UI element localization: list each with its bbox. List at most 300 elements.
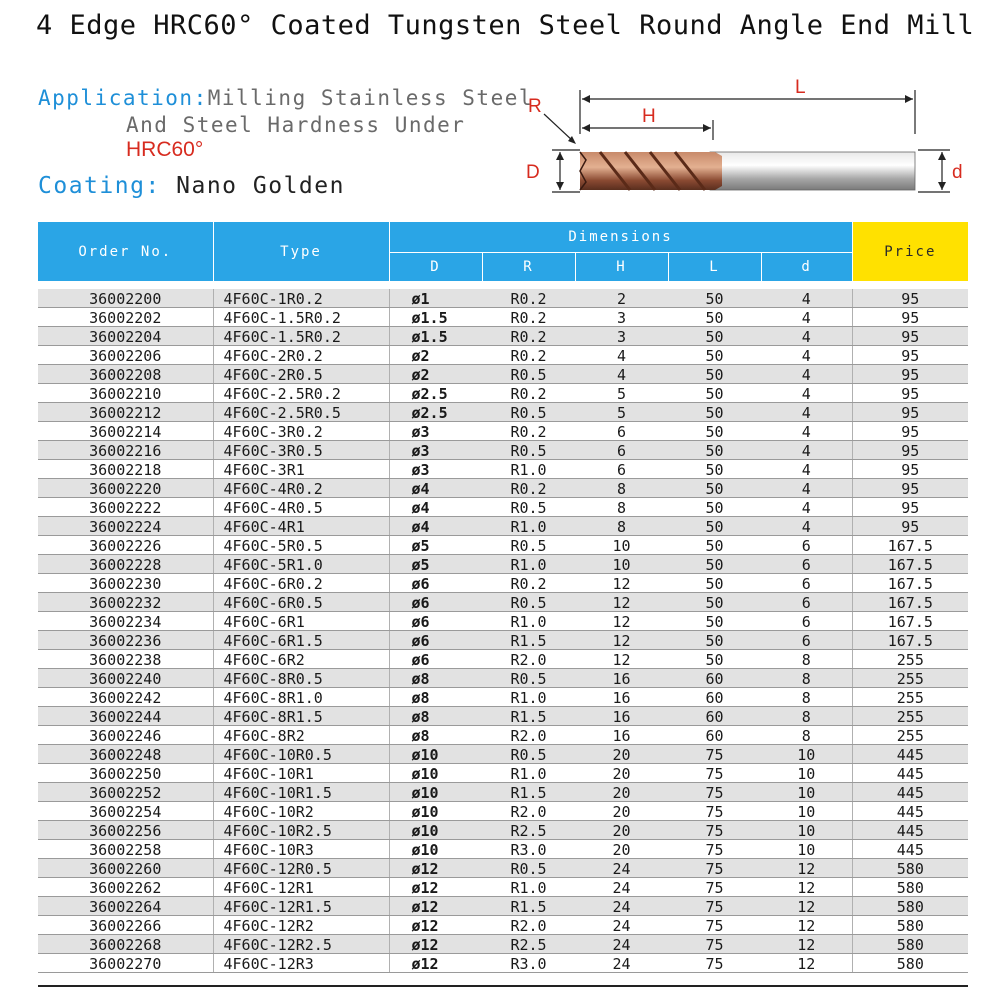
table-row (38, 441, 968, 460)
cell-r: R1.0 (482, 688, 575, 707)
cell-d: ø3 (389, 460, 482, 479)
cell-d: ø8 (389, 726, 482, 745)
table-row (38, 308, 968, 327)
cell-d: 4 (761, 479, 852, 498)
cell-r: R0.2 (482, 384, 575, 403)
cell-l: 50 (668, 346, 761, 365)
cell-h: 12 (575, 612, 668, 631)
cell-d: 8 (761, 726, 852, 745)
cell-price: 445 (852, 745, 968, 764)
cell-type: 4F60C-3R0.5 (213, 441, 389, 460)
table-row (38, 878, 968, 897)
cell-d: 12 (761, 916, 852, 935)
cell-d: ø12 (389, 916, 482, 935)
cell-l: 50 (668, 403, 761, 422)
cell-l: 50 (668, 517, 761, 536)
cell-d: ø8 (389, 669, 482, 688)
cell-d: 4 (761, 441, 852, 460)
cell-type: 4F60C-8R1.5 (213, 707, 389, 726)
cell-type: 4F60C-12R0.5 (213, 859, 389, 878)
cell-h: 24 (575, 897, 668, 916)
table-row (38, 916, 968, 935)
cell-l: 50 (668, 593, 761, 612)
cell-type: 4F60C-1.5R0.2 (213, 327, 389, 346)
cell-price: 255 (852, 688, 968, 707)
cell-h: 6 (575, 422, 668, 441)
cell-price: 95 (852, 460, 968, 479)
cell-l: 50 (668, 498, 761, 517)
table-row (38, 821, 968, 840)
cell-h: 24 (575, 935, 668, 954)
cell-type: 4F60C-10R1 (213, 764, 389, 783)
cell-price: 580 (852, 916, 968, 935)
application-text-2: And Steel Hardness Under (126, 113, 466, 137)
cell-l: 75 (668, 897, 761, 916)
cell-d: ø12 (389, 954, 482, 973)
table-row (38, 365, 968, 384)
cell-h: 12 (575, 631, 668, 650)
cell-r: R2.0 (482, 802, 575, 821)
cell-order: 36002226 (38, 536, 213, 555)
cell-price: 255 (852, 650, 968, 669)
header-price: Price (852, 222, 968, 281)
cell-type: 4F60C-10R2 (213, 802, 389, 821)
cell-l: 50 (668, 612, 761, 631)
cell-l: 50 (668, 631, 761, 650)
cell-price: 95 (852, 479, 968, 498)
cell-r: R2.0 (482, 916, 575, 935)
cell-r: R2.5 (482, 821, 575, 840)
label-H: H (642, 106, 656, 127)
cell-price: 95 (852, 289, 968, 308)
cell-l: 60 (668, 688, 761, 707)
cell-r: R0.5 (482, 745, 575, 764)
table-row (38, 688, 968, 707)
cell-l: 50 (668, 460, 761, 479)
cell-l: 50 (668, 441, 761, 460)
cell-l: 50 (668, 574, 761, 593)
cell-price: 255 (852, 707, 968, 726)
cell-order: 36002220 (38, 479, 213, 498)
end-mill-diagram (510, 72, 1000, 212)
cell-h: 6 (575, 441, 668, 460)
cell-type: 4F60C-12R2 (213, 916, 389, 935)
cell-d: ø10 (389, 745, 482, 764)
cell-l: 60 (668, 669, 761, 688)
cell-d: 4 (761, 384, 852, 403)
cell-d: 4 (761, 498, 852, 517)
cell-h: 10 (575, 536, 668, 555)
cell-price: 167.5 (852, 536, 968, 555)
cell-r: R3.0 (482, 840, 575, 859)
cell-type: 4F60C-10R2.5 (213, 821, 389, 840)
cell-d: 4 (761, 517, 852, 536)
cell-l: 75 (668, 764, 761, 783)
cell-type: 4F60C-5R1.0 (213, 555, 389, 574)
cell-h: 8 (575, 479, 668, 498)
cell-type: 4F60C-6R1.5 (213, 631, 389, 650)
cell-price: 95 (852, 498, 968, 517)
cell-r: R0.5 (482, 669, 575, 688)
cell-order: 36002256 (38, 821, 213, 840)
cell-order: 36002252 (38, 783, 213, 802)
cell-h: 20 (575, 783, 668, 802)
cell-price: 95 (852, 308, 968, 327)
cell-r: R0.2 (482, 289, 575, 308)
cell-type: 4F60C-8R2 (213, 726, 389, 745)
cell-h: 16 (575, 707, 668, 726)
table-row (38, 707, 968, 726)
cell-type: 4F60C-6R0.5 (213, 593, 389, 612)
cell-price: 445 (852, 783, 968, 802)
cell-d: 6 (761, 593, 852, 612)
cell-l: 50 (668, 365, 761, 384)
cell-d: ø12 (389, 859, 482, 878)
application-text-1: Milling Stainless Steel (207, 86, 534, 110)
cell-price: 95 (852, 441, 968, 460)
table-row (38, 574, 968, 593)
cell-r: R0.2 (482, 479, 575, 498)
coating-value: Nano Golden (176, 173, 345, 199)
cell-type: 4F60C-1R0.2 (213, 289, 389, 308)
label-D: D (526, 162, 540, 183)
cell-d: 8 (761, 669, 852, 688)
cell-h: 4 (575, 365, 668, 384)
cell-price: 445 (852, 764, 968, 783)
cell-order: 36002262 (38, 878, 213, 897)
cell-price: 445 (852, 802, 968, 821)
cell-h: 16 (575, 669, 668, 688)
cell-type: 4F60C-12R2.5 (213, 935, 389, 954)
cell-d: ø12 (389, 878, 482, 897)
table-row (38, 422, 968, 441)
cell-h: 4 (575, 346, 668, 365)
cell-order: 36002250 (38, 764, 213, 783)
application-line-3 (126, 138, 203, 162)
cell-order: 36002238 (38, 650, 213, 669)
cell-d: 12 (761, 954, 852, 973)
cell-order: 36002216 (38, 441, 213, 460)
cell-price: 95 (852, 517, 968, 536)
cell-order: 36002268 (38, 935, 213, 954)
cell-d: ø2.5 (389, 384, 482, 403)
cell-d: ø4 (389, 498, 482, 517)
cell-r: R0.5 (482, 365, 575, 384)
table-row (38, 327, 968, 346)
cell-r: R1.0 (482, 878, 575, 897)
cell-price: 167.5 (852, 574, 968, 593)
cell-order: 36002246 (38, 726, 213, 745)
cell-r: R0.5 (482, 593, 575, 612)
cell-r: R2.0 (482, 726, 575, 745)
cell-l: 75 (668, 878, 761, 897)
cell-d: ø10 (389, 802, 482, 821)
cell-type: 4F60C-8R1.0 (213, 688, 389, 707)
cell-type: 4F60C-2R0.2 (213, 346, 389, 365)
product-table (38, 222, 968, 973)
cell-price: 445 (852, 840, 968, 859)
cell-type: 4F60C-4R1 (213, 517, 389, 536)
cell-d: ø1 (389, 289, 482, 308)
cell-r: R1.5 (482, 897, 575, 916)
cell-type: 4F60C-6R0.2 (213, 574, 389, 593)
cell-d: 6 (761, 536, 852, 555)
cell-h: 20 (575, 821, 668, 840)
cell-d: 12 (761, 878, 852, 897)
cell-order: 36002240 (38, 669, 213, 688)
cell-price: 95 (852, 365, 968, 384)
cell-d: ø12 (389, 897, 482, 916)
cell-d: ø5 (389, 536, 482, 555)
table-row (38, 460, 968, 479)
table-row (38, 403, 968, 422)
cell-order: 36002266 (38, 916, 213, 935)
cell-type: 4F60C-12R1.5 (213, 897, 389, 916)
cell-price: 580 (852, 878, 968, 897)
table-row (38, 346, 968, 365)
cell-type: 4F60C-6R1 (213, 612, 389, 631)
table-row (38, 536, 968, 555)
cell-d: ø6 (389, 612, 482, 631)
cell-d: 8 (761, 688, 852, 707)
cell-price: 167.5 (852, 555, 968, 574)
cell-h: 6 (575, 460, 668, 479)
cell-d: ø3 (389, 422, 482, 441)
cell-r: R2.5 (482, 935, 575, 954)
cell-l: 75 (668, 783, 761, 802)
cell-r: R1.5 (482, 631, 575, 650)
cell-h: 24 (575, 954, 668, 973)
cell-d: 8 (761, 650, 852, 669)
cell-order: 36002248 (38, 745, 213, 764)
hrc-label: HRC60° (126, 138, 204, 161)
cell-h: 20 (575, 802, 668, 821)
cell-d: 4 (761, 460, 852, 479)
cell-d: 12 (761, 859, 852, 878)
table-row (38, 650, 968, 669)
cell-order: 36002244 (38, 707, 213, 726)
header-type: Type (213, 222, 389, 281)
cell-order: 36002218 (38, 460, 213, 479)
cell-order: 36002200 (38, 289, 213, 308)
application-line-1 (38, 86, 533, 110)
cell-d: ø5 (389, 555, 482, 574)
cell-r: R0.2 (482, 422, 575, 441)
cell-order: 36002230 (38, 574, 213, 593)
cell-d: 4 (761, 327, 852, 346)
cell-d: ø8 (389, 688, 482, 707)
cell-order: 36002258 (38, 840, 213, 859)
cell-d: ø4 (389, 479, 482, 498)
cell-order: 36002222 (38, 498, 213, 517)
cell-type: 4F60C-12R3 (213, 954, 389, 973)
cell-d: 10 (761, 764, 852, 783)
table-row (38, 669, 968, 688)
header-R: R (482, 253, 575, 282)
table-row (38, 954, 968, 973)
cell-order: 36002232 (38, 593, 213, 612)
cell-d: 4 (761, 365, 852, 384)
cell-order: 36002214 (38, 422, 213, 441)
cell-order: 36002212 (38, 403, 213, 422)
label-R: R (528, 96, 542, 117)
cell-h: 5 (575, 403, 668, 422)
header-dimensions: Dimensions (389, 222, 852, 253)
cell-l: 75 (668, 954, 761, 973)
cell-type: 4F60C-2R0.5 (213, 365, 389, 384)
cell-d: ø2.5 (389, 403, 482, 422)
table-row (38, 479, 968, 498)
cell-price: 580 (852, 897, 968, 916)
cell-l: 75 (668, 821, 761, 840)
cell-order: 36002228 (38, 555, 213, 574)
cell-type: 4F60C-6R2 (213, 650, 389, 669)
cell-r: R1.0 (482, 460, 575, 479)
cell-price: 167.5 (852, 631, 968, 650)
cell-d: ø1.5 (389, 327, 482, 346)
cell-d: 10 (761, 821, 852, 840)
cell-r: R3.0 (482, 954, 575, 973)
cell-order: 36002208 (38, 365, 213, 384)
coating-line (38, 173, 345, 199)
cell-d: ø3 (389, 441, 482, 460)
table-row (38, 726, 968, 745)
cell-type: 4F60C-2.5R0.5 (213, 403, 389, 422)
cell-h: 8 (575, 517, 668, 536)
table-row (38, 859, 968, 878)
cell-order: 36002202 (38, 308, 213, 327)
cell-d: ø10 (389, 840, 482, 859)
cell-type: 4F60C-12R1 (213, 878, 389, 897)
cell-price: 95 (852, 327, 968, 346)
table-row (38, 593, 968, 612)
cell-d: ø2 (389, 346, 482, 365)
cell-h: 16 (575, 688, 668, 707)
table-row (38, 783, 968, 802)
cell-h: 2 (575, 289, 668, 308)
cell-h: 20 (575, 764, 668, 783)
cell-l: 75 (668, 935, 761, 954)
cell-type: 4F60C-10R1.5 (213, 783, 389, 802)
cell-d: 10 (761, 745, 852, 764)
cell-r: R0.5 (482, 498, 575, 517)
cell-d: 4 (761, 308, 852, 327)
cell-r: R1.0 (482, 764, 575, 783)
header-order-no: Order No. (38, 222, 213, 281)
cell-l: 60 (668, 726, 761, 745)
table-row (38, 517, 968, 536)
cell-r: R1.0 (482, 612, 575, 631)
cell-price: 445 (852, 821, 968, 840)
table-row (38, 840, 968, 859)
cell-type: 4F60C-3R1 (213, 460, 389, 479)
cell-h: 12 (575, 574, 668, 593)
cell-order: 36002234 (38, 612, 213, 631)
table-row (38, 764, 968, 783)
cell-l: 75 (668, 916, 761, 935)
cell-d: 10 (761, 802, 852, 821)
cell-d: ø1.5 (389, 308, 482, 327)
cell-h: 20 (575, 840, 668, 859)
cell-price: 255 (852, 726, 968, 745)
cell-price: 167.5 (852, 593, 968, 612)
cell-type: 4F60C-10R3 (213, 840, 389, 859)
cell-l: 50 (668, 384, 761, 403)
cell-r: R0.2 (482, 346, 575, 365)
cell-order: 36002236 (38, 631, 213, 650)
cell-r: R0.2 (482, 327, 575, 346)
cell-d: ø4 (389, 517, 482, 536)
cell-order: 36002204 (38, 327, 213, 346)
table-row (38, 384, 968, 403)
cell-l: 75 (668, 840, 761, 859)
table-row (38, 555, 968, 574)
cell-d: 4 (761, 403, 852, 422)
cell-h: 24 (575, 916, 668, 935)
cell-type: 4F60C-10R0.5 (213, 745, 389, 764)
cell-price: 255 (852, 669, 968, 688)
cell-h: 3 (575, 308, 668, 327)
table-row (38, 897, 968, 916)
cell-l: 50 (668, 327, 761, 346)
cell-type: 4F60C-8R0.5 (213, 669, 389, 688)
cell-d: 10 (761, 783, 852, 802)
cell-h: 24 (575, 859, 668, 878)
cell-d: 6 (761, 631, 852, 650)
cell-r: R1.0 (482, 517, 575, 536)
cell-d: 4 (761, 346, 852, 365)
application-line-2 (126, 113, 465, 137)
cell-h: 12 (575, 650, 668, 669)
table-body (38, 289, 968, 973)
cell-order: 36002264 (38, 897, 213, 916)
cell-d: ø6 (389, 593, 482, 612)
cell-d: ø2 (389, 365, 482, 384)
cell-price: 95 (852, 346, 968, 365)
cell-r: R0.5 (482, 859, 575, 878)
cell-l: 75 (668, 802, 761, 821)
header-d: d (761, 253, 852, 282)
cell-d: ø10 (389, 821, 482, 840)
table-row (38, 289, 968, 308)
cell-d: 8 (761, 707, 852, 726)
cell-price: 167.5 (852, 612, 968, 631)
cell-r: R1.5 (482, 783, 575, 802)
page-title: 4 Edge HRC60° Coated Tungsten Steel Round Angle End Mill (36, 10, 975, 41)
cell-r: R1.0 (482, 555, 575, 574)
table-row (38, 802, 968, 821)
cell-order: 36002254 (38, 802, 213, 821)
cell-type: 4F60C-3R0.2 (213, 422, 389, 441)
cell-d: 12 (761, 897, 852, 916)
coating-label: Coating: (38, 173, 161, 199)
table-row (38, 631, 968, 650)
cell-order: 36002206 (38, 346, 213, 365)
cell-h: 24 (575, 878, 668, 897)
cell-h: 3 (575, 327, 668, 346)
cell-order: 36002260 (38, 859, 213, 878)
cell-h: 12 (575, 593, 668, 612)
cell-d: 6 (761, 612, 852, 631)
cell-r: R2.0 (482, 650, 575, 669)
cell-r: R0.2 (482, 574, 575, 593)
cell-r: R0.5 (482, 441, 575, 460)
cell-r: R0.2 (482, 308, 575, 327)
cell-d: ø6 (389, 650, 482, 669)
cell-d: 4 (761, 289, 852, 308)
label-L: L (795, 77, 806, 98)
cell-d: ø8 (389, 707, 482, 726)
